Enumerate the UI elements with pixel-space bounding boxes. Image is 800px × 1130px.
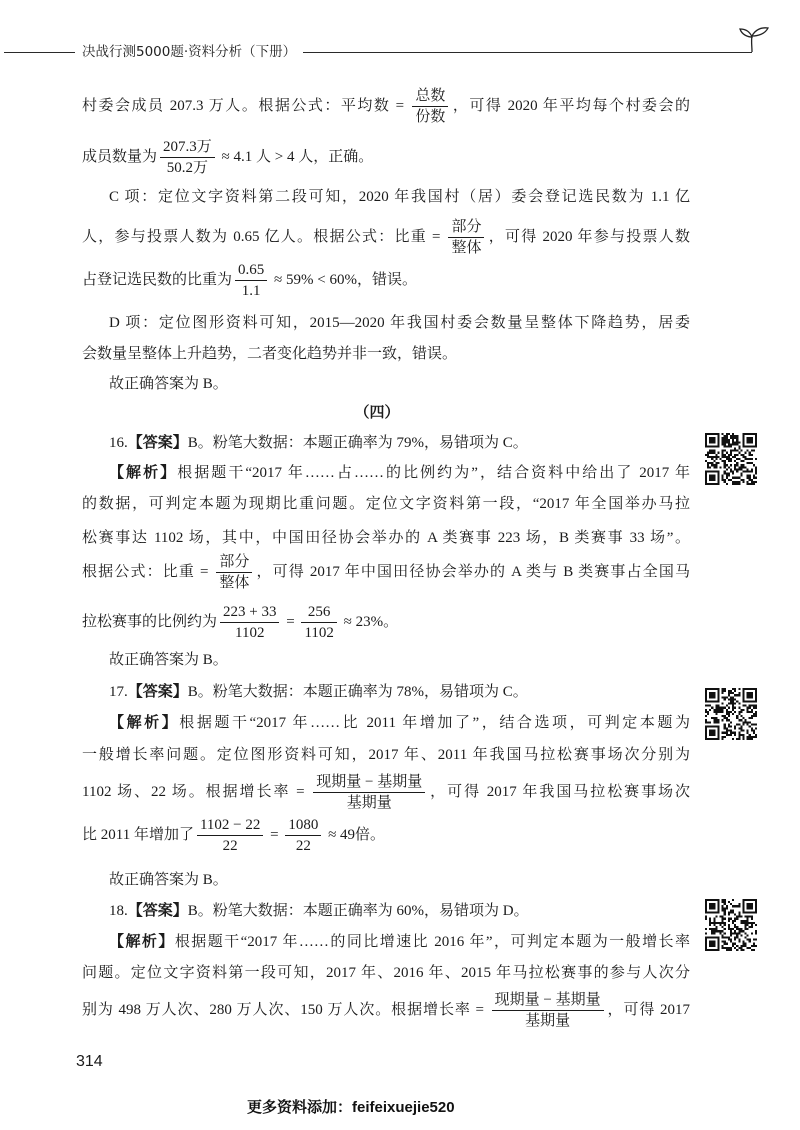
fraction-denominator: 22 bbox=[197, 835, 263, 855]
fraction bbox=[412, 87, 448, 126]
fraction-numerator: 223 + 33 bbox=[223, 604, 277, 621]
fraction bbox=[285, 816, 321, 855]
qr-code-icon[interactable] bbox=[705, 433, 757, 485]
text-run: B。粉笔大数据：本题正确率为 60%，易错项为 D。 bbox=[187, 903, 529, 919]
text-run: ，可得 2017 bbox=[606, 1002, 690, 1018]
fraction-numerator: 1102 − 22 bbox=[199, 817, 261, 834]
text-run: ≈ 49倍。 bbox=[324, 827, 386, 843]
fraction-numerator: 256 bbox=[307, 604, 331, 621]
fraction bbox=[301, 603, 336, 642]
fraction-numerator: 总数 bbox=[415, 88, 446, 105]
text-run: 故正确答案为 B。 bbox=[109, 376, 228, 392]
qr-finder-pattern bbox=[705, 936, 720, 951]
text-run: 的数据，可判定本题为现期比重问题。定位文字资料第一段，“2017 年全国举办马拉 bbox=[82, 496, 690, 512]
text-run: B。粉笔大数据：本题正确率为 79%，易错项为 C。 bbox=[187, 435, 528, 451]
qr-code-icon[interactable] bbox=[705, 688, 757, 740]
text-line bbox=[82, 813, 690, 857]
text-run: 松赛事达 1102 场，其中，中国田径协会举办的 A 类赛事 223 场，B 类赛事 33 场”。 bbox=[82, 530, 690, 546]
bold-label: 【解析】 bbox=[109, 934, 175, 950]
qr-finder-pattern bbox=[705, 899, 720, 914]
text-run: ≈ 23%。 bbox=[339, 614, 399, 630]
text-run: 16. bbox=[109, 435, 128, 451]
qr-finder-pattern bbox=[705, 433, 720, 448]
fraction-numerator: 1080 bbox=[288, 817, 319, 834]
fraction-denominator: 50.2万 bbox=[160, 157, 215, 177]
fraction bbox=[216, 553, 252, 592]
text-run: 人，参与投票人数为 0.65 亿人。根据公式：比重 = bbox=[82, 229, 446, 245]
fraction bbox=[235, 261, 267, 300]
running-header-title: 决战行测5000题·资料分析（下册） bbox=[75, 42, 303, 62]
fraction-numerator: 0.65 bbox=[238, 262, 265, 279]
text-run: C 项：定位文字资料第二段可知，2020 年我国村（居）委会登记选民数为 1.1 亿 bbox=[109, 189, 690, 205]
fraction-denominator: 整体 bbox=[448, 237, 484, 257]
text-run: = bbox=[266, 827, 283, 843]
text-run: 18. bbox=[109, 903, 128, 919]
qr-code-icon[interactable] bbox=[705, 899, 757, 951]
text-line bbox=[82, 770, 690, 814]
fraction-numerator: 部分 bbox=[451, 219, 482, 236]
text-run: 17. bbox=[109, 684, 128, 700]
footer-note: 更多资料添加：feifeixuejie520 bbox=[247, 1099, 455, 1116]
qr-finder-pattern bbox=[705, 470, 720, 485]
qr-finder-pattern bbox=[705, 725, 720, 740]
sprout-leaf-right bbox=[752, 28, 768, 36]
fraction-numerator: 部分 bbox=[219, 554, 250, 571]
text-run: ≈ 4.1 人 > 4 人，正确。 bbox=[217, 149, 374, 165]
text-run: 根据题干“2017 年……的同比增速比 2016 年”，可判定本题为一般增长率 bbox=[174, 934, 690, 950]
fraction bbox=[448, 218, 484, 257]
bold-label: 【答案】 bbox=[127, 435, 188, 451]
text-run: 1102 场、22 场。根据增长率 = bbox=[82, 784, 311, 800]
fraction-denominator: 基期量 bbox=[313, 792, 425, 812]
bold-label: 【解析】 bbox=[109, 715, 180, 731]
fraction-denominator: 22 bbox=[285, 835, 321, 855]
text-run: B。粉笔大数据：本题正确率为 78%，易错项为 C。 bbox=[187, 684, 528, 700]
text-run: 别为 498 万人次、280 万人次、150 万人次。根据增长率 = bbox=[82, 1002, 489, 1018]
text-line bbox=[82, 215, 690, 259]
text-line bbox=[82, 84, 690, 128]
text-run: 故正确答案为 B。 bbox=[109, 872, 228, 888]
text-run: 问题。定位文字资料第一段可知，2017 年、2016 年、2015 年马拉松赛事的参与人次分 bbox=[82, 965, 690, 981]
text-run: 一般增长率问题。定位图形资料可知，2017 年、2011 年我国马拉松赛事场次分别为 bbox=[82, 747, 690, 763]
text-run: 故正确答案为 B。 bbox=[109, 652, 228, 668]
text-run: 占登记选民数的比重为 bbox=[82, 272, 233, 288]
text-run: ，可得 2020 年平均每个村委会的 bbox=[451, 98, 690, 114]
fraction-numerator: 现期量 − 基期量 bbox=[316, 774, 423, 791]
fraction bbox=[313, 773, 425, 812]
qr-finder-pattern bbox=[742, 433, 757, 448]
text-run: ，可得 2017 年中国田径协会举办的 A 类与 B 类赛事占全国马 bbox=[255, 564, 691, 580]
text-run: 成员数量为 bbox=[82, 149, 158, 165]
fraction-denominator: 基期量 bbox=[492, 1010, 604, 1030]
fraction-denominator: 1102 bbox=[220, 622, 279, 642]
text-run: 村委会成员 207.3 万人。根据公式：平均数 = bbox=[82, 98, 410, 114]
text-run: = bbox=[282, 614, 299, 630]
text-run: 根据题干“2017 年……占……的比例约为”，结合资料中给出了 2017 年 bbox=[177, 465, 690, 481]
text-run: 比 2011 年增加了 bbox=[82, 827, 194, 843]
body-text bbox=[82, 0, 690, 1130]
text-run: （四） bbox=[354, 405, 400, 421]
text-line bbox=[82, 550, 690, 594]
bold-label: 【解析】 bbox=[109, 465, 178, 481]
text-run: 拉松赛事的比例约为 bbox=[82, 614, 218, 630]
text-run: ，可得 2017 年我国马拉松赛事场次 bbox=[428, 784, 690, 800]
fraction-numerator: 现期量 − 基期量 bbox=[494, 992, 601, 1009]
fraction bbox=[492, 991, 604, 1030]
text-line bbox=[82, 175, 690, 219]
fraction bbox=[220, 603, 279, 642]
qr-finder-pattern bbox=[742, 899, 757, 914]
bold-label: 【答案】 bbox=[127, 684, 188, 700]
text-run: ≈ 59% < 60%，错误。 bbox=[270, 272, 417, 288]
fraction-denominator: 份数 bbox=[412, 106, 448, 126]
text-run: ，可得 2020 年参与投票人数 bbox=[487, 229, 690, 245]
fraction-numerator: 207.3万 bbox=[163, 139, 212, 156]
text-run: 根据题干“2017 年……比 2011 年增加了”，结合选项，可判定本题为 bbox=[179, 715, 690, 731]
sprout-leaf-left bbox=[740, 29, 752, 37]
sprout-icon bbox=[736, 24, 772, 54]
fraction-denominator: 1102 bbox=[301, 622, 336, 642]
text-run: 根据公式：比重 = bbox=[82, 564, 214, 580]
fraction-denominator: 1.1 bbox=[235, 280, 267, 300]
fraction-denominator: 整体 bbox=[216, 572, 252, 592]
fraction bbox=[160, 138, 215, 177]
qr-finder-pattern bbox=[742, 688, 757, 703]
bold-label: 【答案】 bbox=[127, 903, 188, 919]
text-line bbox=[82, 135, 690, 179]
text-line bbox=[82, 258, 690, 302]
text-line bbox=[82, 988, 690, 1032]
text-run: D 项：定位图形资料可知，2015—2020 年我国村委会数量呈整体下降趋势，居委 bbox=[109, 315, 690, 331]
qr-finder-pattern bbox=[705, 688, 720, 703]
fraction bbox=[197, 816, 263, 855]
page-number: 314 bbox=[76, 1053, 103, 1070]
text-run: 会数量呈整体上升趋势，二者变化趋势并非一致，错误。 bbox=[82, 346, 458, 362]
